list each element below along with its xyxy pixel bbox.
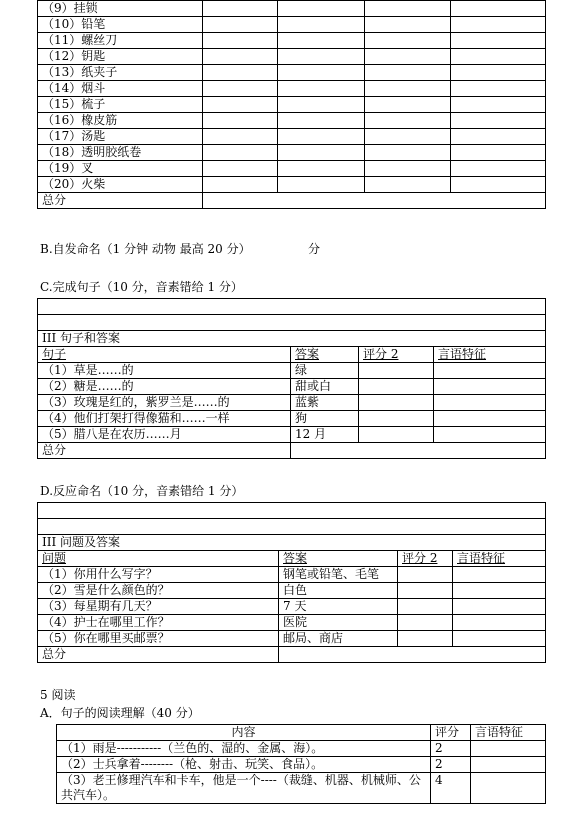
header-speech: 言语特征 [453,551,546,567]
subheader-row [38,535,546,551]
item-name: （17）汤匙 [38,129,203,145]
table-row [38,177,546,193]
table-row [38,583,546,599]
score-cell [278,49,365,65]
speech-cell [471,757,546,773]
score-cell [278,33,365,49]
score-cell [365,1,451,17]
header-score: 评分 2 [359,347,434,363]
header-sentence: 句子 [38,347,291,363]
answer-cell: 医院 [279,615,398,631]
item-name: （11）螺丝刀 [38,33,203,49]
score-cell: 2 [431,741,471,757]
item-name: （13）纸夹子 [38,65,203,81]
score-cell [398,599,453,615]
table-row [38,81,546,97]
score-cell [278,161,365,177]
response-naming-table [37,502,546,663]
answer-cell: 白色 [279,583,398,599]
sentence-completion-table [37,298,546,459]
blank-row [38,519,546,535]
section-5-title: 5 阅读 [40,688,76,702]
score-cell [365,177,451,193]
question-cell: （1）你用什么写字？ [38,567,279,583]
answer-cell: 狗 [291,411,359,427]
header-answer: 答案 [279,551,398,567]
table-row [38,49,546,65]
naming-items-table [37,0,546,209]
score-cell [203,17,278,33]
speech-cell [453,615,546,631]
content-cell: （3）老王修理汽车和卡车，他是一个----（裁缝、机器、机械师、公共汽车）。 [57,773,431,804]
item-name: （9）挂锁 [38,1,203,17]
speech-cell [434,411,546,427]
score-cell [365,145,451,161]
table-row [57,741,546,757]
blank-row [38,315,546,331]
score-cell: 2 [431,757,471,773]
total-label: 总分 [38,193,203,209]
table-row [38,65,546,81]
answer-cell: 绿 [291,363,359,379]
score-cell [203,129,278,145]
score-cell [365,17,451,33]
total-label: 总分 [38,443,291,459]
question-cell: （4）他们打架打得像猫和……一样 [38,411,291,427]
question-cell: （4）护士在哪里工作？ [38,615,279,631]
item-name: （20）火柴 [38,177,203,193]
table-row [38,615,546,631]
item-name: （10）铅笔 [38,17,203,33]
score-cell [359,411,434,427]
answer-cell: 钢笔或铅笔、毛笔 [279,567,398,583]
score-cell [365,65,451,81]
score-cell [203,49,278,65]
score-cell [359,363,434,379]
table-row [38,33,546,49]
score-cell [203,113,278,129]
blank-row [38,503,546,519]
question-cell: （3）玫瑰是红的，紫罗兰是……的 [38,395,291,411]
section-b-title [40,242,321,257]
score-cell [278,97,365,113]
content-cell: （1）雨是-----------（兰色的、湿的、金属、海）。 [57,741,431,757]
table-row [38,17,546,33]
score-cell [365,49,451,65]
speech-cell [453,599,546,615]
score-cell [398,583,453,599]
answer-cell: 邮局、商店 [279,631,398,647]
section-5-subtitle: A．句子的阅读理解（40 分） [40,706,200,720]
score-cell [278,145,365,161]
score-cell [451,65,546,81]
score-cell [451,129,546,145]
score-cell [365,97,451,113]
section-c-title: C.完成句子（10 分，音素错给 1 分） [40,280,243,294]
question-cell: （1）草是……的 [38,363,291,379]
item-name: （19）叉 [38,161,203,177]
score-cell [365,129,451,145]
score-cell [278,1,365,17]
question-cell: （3）每星期有几天？ [38,599,279,615]
header-row [57,725,546,741]
total-value [203,193,546,209]
table-row [38,395,546,411]
content-cell: （2）士兵拿着--------（枪、射击、玩笑、食品）。 [57,757,431,773]
score-cell [203,145,278,161]
score-cell [278,177,365,193]
score-cell [203,97,278,113]
score-cell [203,33,278,49]
section-b-suffix: 分 [308,242,321,256]
score-cell [359,427,434,443]
score-cell [365,33,451,49]
table-row [38,113,546,129]
question-cell: （2）雪是什么颜色的？ [38,583,279,599]
speech-cell [434,363,546,379]
score-cell [451,81,546,97]
score-cell [451,17,546,33]
score-cell [365,161,451,177]
table-row [38,1,546,17]
subheader: III 问题及答案 [38,535,546,551]
subheader-row [38,331,546,347]
score-cell [359,379,434,395]
speech-cell [434,427,546,443]
item-name: （12）钥匙 [38,49,203,65]
score-cell [278,81,365,97]
speech-cell [471,741,546,757]
table-row [57,773,546,804]
score-cell [398,631,453,647]
total-label: 总分 [38,647,279,663]
subheader: III 句子和答案 [38,331,546,347]
table-row [38,161,546,177]
score-cell [203,65,278,81]
header-speech: 言语特征 [471,725,546,741]
header-content: 内容 [57,725,431,741]
speech-cell [453,567,546,583]
score-cell [451,161,546,177]
question-cell: （5）腊八是在农历……月 [38,427,291,443]
table-row [38,599,546,615]
table-row [38,411,546,427]
answer-cell: 蓝紫 [291,395,359,411]
answer-cell: 12 月 [291,427,359,443]
score-cell [451,33,546,49]
header-score: 评分 [431,725,471,741]
score-cell [451,97,546,113]
speech-cell [434,379,546,395]
score-cell [278,113,365,129]
table-row [38,379,546,395]
speech-cell [471,773,546,804]
score-cell [203,81,278,97]
table-row [38,129,546,145]
speech-cell [453,583,546,599]
question-cell: （5）你在哪里买邮票？ [38,631,279,647]
score-cell: 4 [431,773,471,804]
score-cell [278,17,365,33]
score-cell [203,1,278,17]
score-cell [398,615,453,631]
score-cell [451,177,546,193]
reading-table [56,724,546,804]
header-row [38,551,546,567]
total-row [38,443,546,459]
item-name: （15）梳子 [38,97,203,113]
table-row [38,567,546,583]
table-row [57,757,546,773]
section-b-title-text: B.自发命名（1 分钟 动物 最高 20 分） [40,242,251,256]
score-cell [203,177,278,193]
header-answer: 答案 [291,347,359,363]
section-d-title: D.反应命名（10 分，音素错给 1 分） [40,484,244,498]
score-cell [278,65,365,81]
score-cell [278,129,365,145]
header-speech: 言语特征 [434,347,546,363]
question-cell: （2）糖是……的 [38,379,291,395]
speech-cell [453,631,546,647]
header-question: 问题 [38,551,279,567]
blank-row [38,299,546,315]
score-cell [365,81,451,97]
score-cell [203,161,278,177]
table-row [38,363,546,379]
score-cell [451,1,546,17]
score-cell [398,567,453,583]
header-row [38,347,546,363]
score-cell [365,113,451,129]
score-cell [451,113,546,129]
header-score: 评分 2 [398,551,453,567]
score-cell [359,395,434,411]
item-name: （18）透明胶纸卷 [38,145,203,161]
score-cell [451,49,546,65]
score-cell [451,145,546,161]
speech-cell [434,395,546,411]
item-name: （16）橡皮筋 [38,113,203,129]
table-row [38,427,546,443]
answer-cell: 甜或白 [291,379,359,395]
total-row [38,193,546,209]
total-row [38,647,546,663]
item-name: （14）烟斗 [38,81,203,97]
answer-cell: 7 天 [279,599,398,615]
table-row [38,631,546,647]
table-row [38,97,546,113]
table-row [38,145,546,161]
